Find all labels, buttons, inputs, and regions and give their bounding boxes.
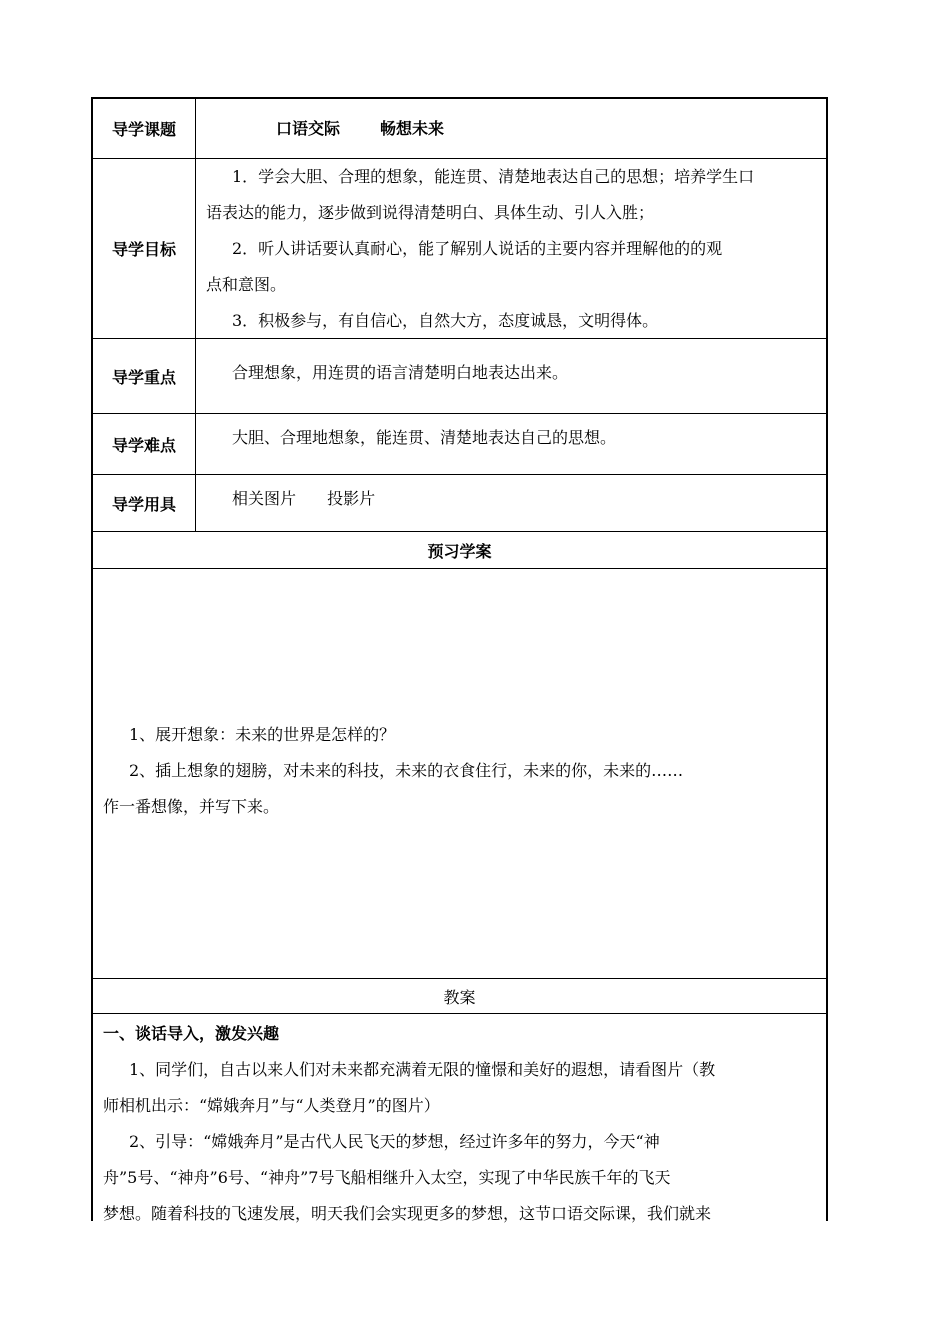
row-focus [93, 338, 826, 413]
lesson-section-title: 一、谈话导入，激发兴趣 [103, 1024, 280, 1043]
difficulty-value: 大胆、合理地想象，能连贯、清楚地表达自己的思想。 [232, 428, 617, 447]
preview-section [93, 568, 826, 978]
preview-line: 作一番想像，并写下来。 [103, 797, 280, 816]
lesson-heading: 教案 [93, 978, 826, 1013]
goal-line: 3．积极参与，有自信心，自然大方，态度诚恳，文明得体。 [232, 311, 659, 330]
lesson-section [93, 1013, 826, 1223]
lesson-line: 梦想。随着科技的飞速发展，明天我们会实现更多的梦想，这节口语交际课，我们就来 [103, 1204, 712, 1223]
goal-line: 1．学会大胆、合理的想象，能连贯、清楚地表达自己的思想；培养学生口 [232, 167, 755, 186]
preview-line: 1、展开想象：未来的世界是怎样的？ [129, 725, 396, 744]
lesson-line: 师相机出示：“嫦娥奔月”与“人类登月”的图片） [103, 1096, 440, 1115]
tools-item-b: 投影片 [327, 489, 376, 508]
preview-content [103, 717, 816, 825]
topic-title-b: 畅想未来 [380, 118, 445, 138]
preview-heading: 预习学案 [93, 531, 826, 568]
row-tools [93, 474, 826, 531]
tools-label: 导学用具 [93, 475, 196, 531]
goal-line: 2．听人讲话要认真耐心，能了解别人说话的主要内容并理解他的的观 [232, 239, 723, 258]
topic-value [196, 99, 826, 158]
lesson-content [103, 1016, 818, 1232]
goal-line: 点和意图。 [206, 275, 287, 294]
lesson-line: 1、同学们，自古以来人们对未来都充满着无限的憧憬和美好的遐想，请看图片（教 [129, 1060, 716, 1079]
goal-line: 语表达的能力，逐步做到说得清楚明白、具体生动、引人入胜； [206, 203, 655, 222]
tools-item-a: 相关图片 [232, 489, 297, 508]
tools-value [196, 475, 826, 531]
lesson-line: 舟”5号、“神舟”6号、“神舟”7号飞船相继升入太空，实现了中华民族千年的飞天 [103, 1168, 671, 1187]
row-topic [93, 99, 826, 158]
goal-label: 导学目标 [93, 159, 196, 338]
topic-title-a: 口语交际 [276, 118, 341, 138]
preview-line: 2、插上想象的翅膀，对未来的科技，未来的衣食住行，未来的你，未来的…… [129, 761, 684, 780]
lesson-plan-table [91, 97, 828, 1221]
row-goal [93, 158, 826, 338]
lesson-line: 2、引导：“嫦娥奔月”是古代人民飞天的梦想，经过许多年的努力，今天“神 [129, 1132, 660, 1151]
focus-value: 合理想象，用连贯的语言清楚明白地表达出来。 [232, 363, 569, 382]
topic-label: 导学课题 [93, 99, 196, 158]
focus-label: 导学重点 [93, 339, 196, 413]
difficulty-label: 导学难点 [93, 414, 196, 474]
goal-value [196, 159, 826, 338]
row-difficulty [93, 413, 826, 474]
